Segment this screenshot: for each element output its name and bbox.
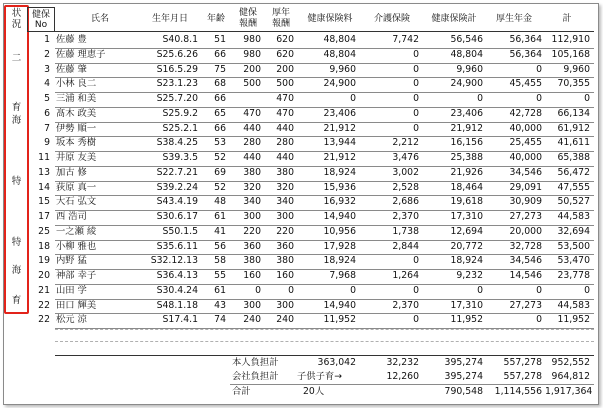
row-health-insurance: 21,912 — [323, 122, 356, 134]
row-pension: 25,455 — [509, 137, 542, 149]
row-age: 65 — [214, 107, 226, 119]
status-cell: 海 — [11, 115, 22, 126]
row-kenpo-hoshu: 220 — [243, 225, 261, 237]
row-birth: S25.7.20 — [156, 93, 198, 104]
total-header: 計 — [562, 14, 572, 24]
row-care-insurance: 2,212 — [392, 137, 419, 149]
status-cell: 特 — [11, 176, 22, 187]
row-name: 松元 涼 — [56, 314, 87, 326]
row-pension: 34,546 — [509, 166, 542, 178]
row-health-insurance: 10,956 — [323, 225, 356, 237]
row-pension: 56,364 — [509, 48, 542, 60]
row-care-insurance: 2,844 — [392, 240, 419, 252]
row-kosei-hoshu: 300 — [276, 299, 294, 311]
row-health-insurance: 14,940 — [323, 211, 356, 222]
row-kosei-hoshu: 280 — [276, 137, 294, 149]
row-kenpo-hoshu: 380 — [243, 255, 261, 267]
row-health-total: 24,900 — [450, 78, 483, 90]
row-care-insurance: 2,686 — [392, 196, 419, 208]
row-age: 69 — [214, 166, 226, 178]
no-header-box — [27, 7, 55, 32]
row-care-insurance: 0 — [413, 63, 419, 75]
row-kosei-hoshu: 200 — [276, 63, 294, 75]
kenpo-hoshu-header-2: 報酬 — [238, 19, 257, 29]
health-insurance-header: 健康保険料 — [307, 14, 353, 24]
no-header-line1: 健保 — [31, 10, 50, 20]
row-name: 小林 良二 — [56, 78, 97, 90]
status-cell: 海 — [11, 265, 22, 276]
row-no: 2 — [44, 48, 50, 60]
row-total: 66,134 — [557, 107, 590, 119]
row-health-total: 17,310 — [450, 299, 483, 311]
row-total: 112,910 — [551, 34, 590, 45]
row-kosei-hoshu: 320 — [276, 181, 294, 193]
row-health-total: 9,960 — [456, 63, 483, 75]
row-kenpo-hoshu: 200 — [243, 63, 261, 75]
row-total: 23,778 — [557, 270, 590, 281]
row-kosei-hoshu: 240 — [276, 314, 294, 326]
row-care-insurance: 3,476 — [392, 152, 419, 163]
row-care-insurance: 3,002 — [392, 166, 419, 178]
row-name: 坂本 秀樹 — [56, 137, 97, 149]
row-total: 11,952 — [557, 314, 590, 326]
row-no: 3 — [44, 63, 50, 75]
row-name: 神部 幸子 — [56, 270, 97, 281]
row-age: 56 — [214, 240, 226, 252]
row-no: 5 — [44, 93, 50, 104]
no-header-line2: No — [34, 20, 48, 30]
row-no: 15 — [38, 196, 50, 208]
row-care-insurance: 2,370 — [392, 211, 419, 222]
row-health-insurance: 48,804 — [323, 34, 356, 45]
row-health-insurance: 23,406 — [323, 107, 356, 119]
row-no: 1 — [44, 34, 50, 45]
row-birth: S22.7.21 — [156, 166, 198, 178]
row-no: 22 — [38, 314, 50, 326]
row-health-total: 16,156 — [450, 137, 483, 149]
row-health-total: 0 — [477, 284, 483, 296]
row-name: 西 浩司 — [56, 211, 87, 222]
row-kenpo-hoshu: 300 — [243, 299, 261, 311]
row-health-insurance: 15,936 — [323, 181, 356, 193]
row-no: 11 — [38, 152, 50, 163]
row-health-insurance: 14,940 — [323, 299, 356, 311]
row-pension: 32,728 — [509, 240, 542, 252]
row-no: 17 — [38, 211, 50, 222]
row-birth: S38.4.25 — [156, 137, 198, 149]
row-pension: 27,273 — [509, 211, 542, 222]
row-care-insurance: 0 — [413, 48, 419, 60]
health-total-header: 健康保険計 — [431, 14, 477, 24]
row-total: 41,611 — [557, 137, 590, 149]
row-kenpo-hoshu: 300 — [243, 211, 261, 222]
row-age: 61 — [214, 284, 226, 296]
row-kosei-hoshu: 500 — [276, 78, 294, 90]
row-pension: 34,546 — [509, 255, 542, 267]
row-total: 53,470 — [557, 255, 590, 267]
row-kenpo-hoshu: 240 — [243, 314, 261, 326]
gokei-label: 合計 — [232, 386, 251, 397]
row-health-insurance: 18,924 — [323, 166, 356, 178]
row-health-insurance: 17,928 — [323, 240, 356, 252]
row-health-insurance: 7,968 — [329, 270, 356, 281]
header-separator — [55, 31, 594, 32]
row-kosei-hoshu: 470 — [276, 107, 294, 119]
row-total: 50,527 — [557, 196, 590, 208]
row-health-insurance: 16,932 — [323, 196, 356, 208]
row-care-insurance: 2,370 — [392, 299, 419, 311]
gokei-health-total: 790,548 — [444, 386, 483, 397]
row-care-insurance: 0 — [413, 122, 419, 134]
row-no: 9 — [44, 137, 50, 149]
row-kosei-hoshu: 620 — [276, 48, 294, 60]
row-health-insurance: 9,960 — [329, 63, 356, 75]
age-header: 年齢 — [206, 14, 225, 24]
row-total: 70,355 — [557, 78, 590, 90]
care-insurance-header: 介護保険 — [373, 14, 410, 24]
row-health-total: 19,618 — [450, 196, 483, 208]
row-name: 佐藤 豊 — [56, 34, 87, 45]
row-health-insurance: 11,952 — [323, 314, 356, 326]
row-name: 伊勢 順一 — [56, 122, 97, 134]
row-birth: S30.6.17 — [156, 211, 198, 222]
row-health-total: 20,772 — [450, 240, 483, 252]
row-name: 三浦 和美 — [56, 93, 97, 104]
total-separator — [230, 384, 594, 385]
row-name: 荻原 真一 — [56, 181, 97, 193]
row-name: 佐藤 理恵子 — [56, 48, 106, 60]
row-birth: S36.4.13 — [156, 270, 198, 281]
row-pension: 40,000 — [509, 122, 542, 134]
row-age: 75 — [214, 63, 226, 75]
row-health-total: 21,912 — [450, 122, 483, 134]
row-health-insurance: 24,900 — [323, 78, 356, 90]
row-birth: S48.1.18 — [156, 299, 198, 311]
kaisha-health-total: 395,274 — [444, 371, 483, 382]
row-kenpo-hoshu: 0 — [255, 284, 261, 296]
row-kenpo-hoshu: 500 — [243, 78, 261, 90]
kaisha-total: 964,812 — [551, 371, 590, 382]
row-kenpo-hoshu: 470 — [243, 107, 261, 119]
row-kenpo-hoshu: 440 — [243, 122, 261, 134]
row-age: 52 — [214, 181, 226, 193]
row-birth: S16.5.29 — [156, 63, 198, 75]
kosei-hoshu-header-2: 報酬 — [271, 19, 290, 29]
row-care-insurance: 7,742 — [392, 34, 419, 45]
row-kosei-hoshu: 160 — [276, 270, 294, 281]
row-health-total: 56,546 — [450, 34, 483, 45]
status-cell: 育 — [11, 102, 22, 113]
name-header: 氏名 — [90, 14, 109, 24]
row-kosei-hoshu: 440 — [276, 122, 294, 134]
row-age: 58 — [214, 255, 226, 267]
honnin-care: 32,232 — [386, 357, 419, 368]
row-no: 18 — [38, 240, 50, 252]
row-kosei-hoshu: 360 — [276, 240, 294, 252]
row-kosei-hoshu: 380 — [276, 166, 294, 178]
row-kosei-hoshu: 620 — [276, 34, 294, 45]
honnin-pension: 557,278 — [503, 357, 542, 368]
row-age: 66 — [214, 93, 226, 104]
row-no: 13 — [38, 166, 50, 178]
row-kosei-hoshu: 220 — [276, 225, 294, 237]
row-pension: 0 — [536, 284, 542, 296]
kaisha-label: 会社負担計 — [232, 371, 279, 382]
gokei-count: 20人 — [303, 386, 325, 397]
row-health-insurance: 21,912 — [323, 152, 356, 163]
row-pension: 29,091 — [509, 181, 542, 193]
row-no: 14 — [38, 181, 50, 193]
row-kosei-hoshu: 300 — [276, 211, 294, 222]
row-total: 56,472 — [557, 166, 590, 178]
row-health-total: 48,804 — [450, 48, 483, 60]
row-birth: S39.2.24 — [156, 181, 198, 193]
row-birth: S23.1.23 — [156, 78, 198, 90]
row-kenpo-hoshu: 340 — [243, 196, 261, 208]
row-birth: S39.3.5 — [162, 152, 198, 163]
pension-header: 厚生年金 — [495, 14, 532, 24]
status-cell: 二 — [11, 53, 22, 64]
row-health-total: 17,310 — [450, 211, 483, 222]
kaisha-pension: 557,278 — [503, 371, 542, 382]
row-pension: 0 — [536, 63, 542, 75]
row-no: 19 — [38, 255, 50, 267]
row-health-insurance: 0 — [350, 284, 356, 296]
row-name: 内野 猛 — [56, 255, 87, 267]
row-birth: S43.4.19 — [156, 196, 198, 208]
row-kosei-hoshu: 440 — [276, 152, 294, 163]
status-cell: 育 — [11, 295, 22, 306]
row-total: 0 — [584, 284, 590, 296]
row-total: 65,388 — [557, 152, 590, 163]
row-health-insurance: 18,924 — [323, 255, 356, 267]
row-pension: 30,909 — [509, 196, 542, 208]
row-pension: 56,364 — [509, 34, 542, 45]
row-no: 25 — [38, 225, 50, 237]
row-kenpo-hoshu: 360 — [243, 240, 261, 252]
row-kenpo-hoshu: 280 — [243, 137, 261, 149]
row-care-insurance: 0 — [413, 93, 419, 104]
status-column — [4, 5, 29, 314]
row-health-total: 18,464 — [450, 181, 483, 193]
row-name: 山田 学 — [56, 284, 87, 296]
row-no: 7 — [44, 122, 50, 134]
birth-header: 生年月日 — [151, 14, 188, 24]
row-no: 21 — [38, 284, 50, 296]
row-health-total: 25,388 — [450, 152, 483, 163]
row-kosei-hoshu: 0 — [288, 284, 294, 296]
row-name: 髙木 政美 — [56, 107, 97, 119]
row-total: 47,555 — [557, 181, 590, 193]
kosei-hoshu-header-1: 厚年 — [271, 8, 290, 18]
row-kenpo-hoshu: 320 — [243, 181, 261, 193]
row-name: 田口 輝美 — [56, 299, 97, 311]
row-total: 44,583 — [557, 299, 590, 311]
row-total: 44,583 — [557, 211, 590, 222]
row-care-insurance: 1,738 — [392, 225, 419, 237]
row-age: 66 — [214, 122, 226, 134]
row-care-insurance: 0 — [413, 284, 419, 296]
row-kenpo-hoshu: 980 — [243, 34, 261, 45]
row-pension: 20,000 — [509, 225, 542, 237]
row-age: 55 — [214, 270, 226, 281]
row-kenpo-hoshu: 440 — [243, 152, 261, 163]
row-pension: 45,455 — [509, 78, 542, 90]
row-birth: S25.6.26 — [156, 48, 198, 60]
row-pension: 27,273 — [509, 299, 542, 311]
row-care-insurance: 1,264 — [392, 270, 419, 281]
gokei-total: 1,917,364 — [545, 386, 593, 397]
row-kenpo-hoshu: 980 — [243, 48, 261, 60]
row-name: 大石 弘文 — [56, 196, 97, 208]
row-kenpo-hoshu: 160 — [243, 270, 261, 281]
kaisha-note: 子供子育→ — [297, 371, 342, 382]
row-no: 22 — [38, 299, 50, 311]
row-birth: S50.1.5 — [162, 225, 198, 237]
row-pension: 0 — [536, 93, 542, 104]
row-age: 61 — [214, 211, 226, 222]
blank-row-line — [55, 341, 594, 342]
row-name: 佐藤 肇 — [56, 63, 87, 75]
row-pension: 42,728 — [509, 107, 542, 119]
row-kosei-hoshu: 470 — [276, 93, 294, 104]
gokei-pension: 1,114,556 — [494, 386, 542, 397]
row-total: 32,694 — [557, 225, 590, 237]
row-birth: S40.8.1 — [162, 34, 198, 45]
row-name: 井原 友美 — [56, 152, 97, 163]
row-care-insurance: 0 — [413, 107, 419, 119]
kenpo-hoshu-header-1: 健保 — [238, 8, 257, 18]
row-health-total: 23,406 — [450, 107, 483, 119]
row-no: 4 — [44, 78, 50, 90]
row-name: 小柳 雅也 — [56, 240, 97, 252]
honnin-label: 本人負担計 — [232, 357, 279, 368]
row-health-total: 18,924 — [450, 255, 483, 267]
row-care-insurance: 0 — [413, 314, 419, 326]
row-health-insurance: 48,804 — [323, 48, 356, 60]
status-header-1: 状 — [11, 8, 22, 19]
row-health-total: 9,232 — [456, 270, 483, 281]
status-cell: 特 — [11, 237, 22, 248]
honnin-total: 952,552 — [551, 357, 590, 368]
row-health-total: 0 — [477, 93, 483, 104]
blank-row-line — [55, 329, 594, 330]
row-name: 加古 修 — [56, 166, 87, 178]
row-birth: S35.6.11 — [156, 240, 198, 252]
row-birth: S25.9.2 — [162, 107, 198, 119]
row-age: 51 — [214, 34, 226, 45]
row-kenpo-hoshu: 380 — [243, 166, 261, 178]
row-total: 53,500 — [557, 240, 590, 252]
row-age: 74 — [214, 314, 226, 326]
row-age: 48 — [214, 196, 226, 208]
row-total: 61,912 — [557, 122, 590, 134]
row-pension: 40,000 — [509, 152, 542, 163]
row-name: 一之瀬 綾 — [56, 225, 97, 237]
row-care-insurance: 0 — [413, 255, 419, 267]
row-pension: 0 — [536, 314, 542, 326]
row-birth: S32.12.13 — [150, 255, 198, 267]
row-age: 43 — [214, 299, 226, 311]
row-care-insurance: 0 — [413, 78, 419, 90]
summary-separator — [55, 355, 594, 356]
row-age: 53 — [214, 137, 226, 149]
row-care-insurance: 2,528 — [392, 181, 419, 193]
row-total: 0 — [584, 93, 590, 104]
row-age: 41 — [214, 225, 226, 237]
row-no: 20 — [38, 270, 50, 281]
row-health-total: 21,926 — [450, 166, 483, 178]
honnin-health: 363,042 — [317, 357, 356, 368]
row-health-total: 11,952 — [450, 314, 483, 326]
kaisha-care: 12,260 — [386, 371, 419, 382]
row-no: 6 — [44, 107, 50, 119]
honnin-health-total: 395,274 — [444, 357, 483, 368]
row-health-total: 12,694 — [450, 225, 483, 237]
row-age: 68 — [214, 78, 226, 90]
row-pension: 14,546 — [509, 270, 542, 281]
row-birth: S17.4.1 — [162, 314, 198, 326]
row-kosei-hoshu: 380 — [276, 255, 294, 267]
row-age: 52 — [214, 152, 226, 163]
row-health-insurance: 0 — [350, 93, 356, 104]
row-total: 105,168 — [551, 48, 590, 60]
row-total: 9,960 — [563, 63, 590, 75]
row-kosei-hoshu: 340 — [276, 196, 294, 208]
status-header-2: 況 — [11, 19, 22, 30]
row-birth: S30.4.24 — [156, 284, 198, 296]
row-health-insurance: 13,944 — [323, 137, 356, 149]
row-birth: S25.2.1 — [162, 122, 198, 134]
row-age: 66 — [214, 48, 226, 60]
